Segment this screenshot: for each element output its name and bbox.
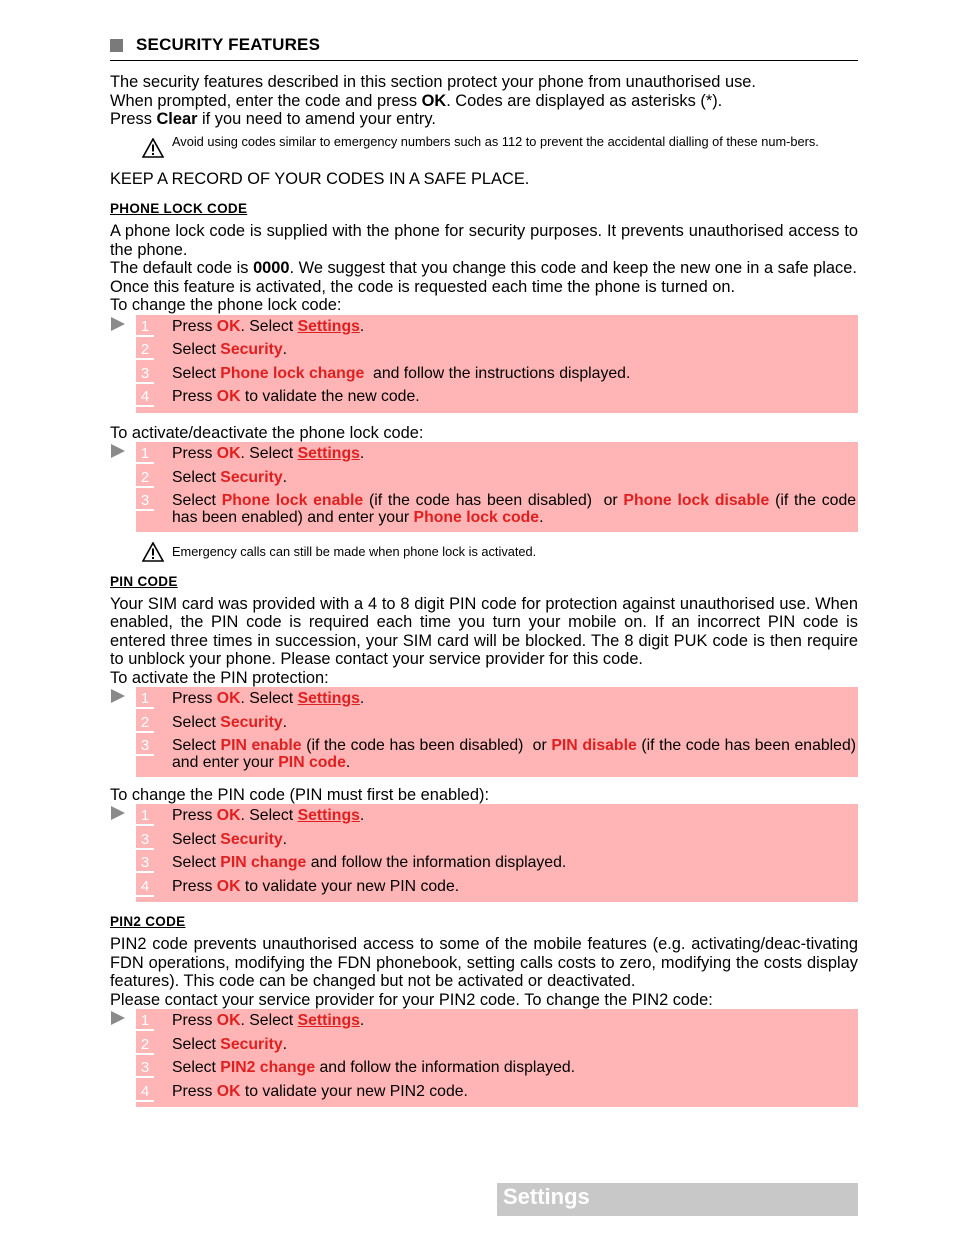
step-row bbox=[136, 1080, 858, 1104]
play-arrow-icon bbox=[110, 443, 126, 459]
step-text: Select Security. bbox=[172, 830, 288, 848]
phone-lock-p1: A phone lock code is supplied with the phone for security purposes. It prevents unauthorised access to the phone. bbox=[110, 222, 858, 259]
step-text: Press OK. Select Settings. bbox=[172, 1012, 365, 1029]
pin-change-intro: To change the PIN code (PIN must first be enabled): bbox=[110, 785, 490, 804]
phone-lock-p2: The default code is 0000. We suggest that you change this code and keep the new one in a safe place. bbox=[110, 259, 857, 277]
phone-lock-activate-intro: To activate/deactivate the phone lock code: bbox=[110, 423, 424, 442]
step-number: 2 bbox=[136, 715, 154, 733]
pin-title: PIN CODE bbox=[110, 573, 178, 589]
section-square-icon bbox=[110, 39, 123, 52]
pin-p1: Your SIM card was provided with a 4 to 8 digit PIN code for protection against unauthorised use. When enabled, the PIN code is required each time you turn your mobile on. If an incorrect PIN code is entered three times in succession, your SIM card will be blocked. The 8 digit PUK code is then require to unblock your phone. Please contact your service provider for this code. bbox=[110, 594, 858, 668]
section-title: SECURITY FEATURES bbox=[136, 35, 321, 54]
step-number: 2 bbox=[136, 342, 154, 360]
step-number: 2 bbox=[136, 470, 154, 488]
step-row bbox=[136, 687, 858, 711]
intro-line-3: Press Clear if you need to amend your entry. bbox=[110, 110, 436, 128]
step-number: 1 bbox=[136, 446, 154, 464]
keep-record-note: KEEP A RECORD OF YOUR CODES IN A SAFE PLACE. bbox=[110, 169, 530, 188]
intro-line-1: The security features described in this section protect your phone from unauthorised use. bbox=[110, 73, 756, 91]
step-number: 2 bbox=[136, 1037, 154, 1055]
step-text: Select PIN enable (if the code has been disabled) or PIN disable (if the code has been enabled) and enter your PIN code. bbox=[172, 737, 861, 771]
step-row bbox=[136, 338, 858, 362]
step-text: Select Phone lock change and follow the instructions displayed. bbox=[172, 364, 631, 382]
pin-change-steps bbox=[136, 804, 858, 902]
section-header bbox=[110, 34, 858, 61]
step-text: Select Phone lock enable (if the code has been disabled) or Phone lock disable (if the code has been enabled) and enter your Phone lock code. bbox=[172, 492, 861, 526]
step-number: 1 bbox=[136, 319, 154, 337]
step-text: Press OK to validate your new PIN2 code. bbox=[172, 1082, 468, 1100]
step-number: 4 bbox=[136, 389, 154, 407]
play-arrow-icon bbox=[110, 805, 126, 821]
pin-p2: To activate the PIN protection: bbox=[110, 668, 329, 687]
step-number: 1 bbox=[136, 691, 154, 709]
step-row bbox=[136, 851, 858, 875]
step-number: 1 bbox=[136, 808, 154, 826]
step-text: Press OK. Select Settings. bbox=[172, 445, 365, 462]
step-row bbox=[136, 1056, 858, 1080]
step-row bbox=[136, 711, 858, 735]
step-text: Select Security. bbox=[172, 713, 288, 731]
pin2-p2: Please contact your service provider for your PIN2 code. To change the PIN2 code: bbox=[110, 990, 713, 1009]
step-row bbox=[136, 315, 858, 339]
warning-triangle-icon bbox=[142, 138, 164, 158]
step-number: 1 bbox=[136, 1013, 154, 1031]
step-row bbox=[136, 734, 861, 773]
step-row bbox=[136, 489, 861, 528]
intro-line-2: When prompted, enter the code and press OK. Codes are displayed as asterisks (*). bbox=[110, 91, 723, 110]
step-text: Select PIN2 change and follow the information displayed. bbox=[172, 1059, 576, 1076]
play-arrow-icon bbox=[110, 688, 126, 704]
step-text: Select Security. bbox=[172, 341, 288, 358]
warning-note-codes bbox=[142, 134, 858, 158]
pin-activate-steps bbox=[136, 687, 861, 777]
step-text: Press OK. Select Settings. bbox=[172, 807, 365, 824]
step-row bbox=[136, 828, 858, 852]
play-arrow-icon bbox=[110, 1010, 126, 1026]
step-text: Press OK. Select Settings. bbox=[172, 690, 365, 707]
warning-note-emergency bbox=[142, 542, 858, 562]
step-number: 3 bbox=[136, 366, 154, 384]
play-arrow-icon bbox=[110, 316, 126, 332]
step-text: Select Security. bbox=[172, 1035, 288, 1053]
step-row bbox=[136, 804, 858, 828]
step-number: 4 bbox=[136, 1084, 154, 1102]
step-text: Press OK to validate the new code. bbox=[172, 388, 420, 405]
phone-lock-p4: To change the phone lock code: bbox=[110, 296, 342, 314]
step-text: Press OK. Select Settings. bbox=[172, 317, 365, 335]
footer-chapter-label: Settings bbox=[503, 1184, 590, 1209]
phone-lock-activate-steps bbox=[136, 442, 861, 532]
phone-lock-title: PHONE LOCK CODE bbox=[110, 201, 248, 216]
step-row bbox=[136, 1009, 858, 1033]
step-number: 3 bbox=[136, 855, 154, 873]
warning-text-emergency: Emergency calls can still be made when phone lock is activated. bbox=[172, 543, 537, 559]
warning-text-codes: Avoid using codes similar to emergency numbers such as 112 to prevent the accidental dialling of these num-bers. bbox=[172, 133, 819, 149]
step-number: 3 bbox=[136, 1060, 154, 1078]
warning-triangle-icon bbox=[142, 542, 164, 562]
step-row bbox=[136, 875, 858, 899]
step-text: Select PIN change and follow the information displayed. bbox=[172, 854, 567, 871]
step-text: Press OK to validate your new PIN code. bbox=[172, 877, 460, 895]
step-number: 3 bbox=[136, 738, 154, 756]
step-row bbox=[136, 1033, 858, 1057]
phone-lock-p3: Once this feature is activated, the code is requested each time the phone is turned on. bbox=[110, 277, 736, 296]
step-number: 3 bbox=[136, 493, 154, 511]
step-text: Select Security. bbox=[172, 468, 288, 486]
step-row bbox=[136, 385, 858, 409]
phone-lock-change-steps bbox=[136, 315, 858, 413]
step-row bbox=[136, 466, 858, 490]
step-number: 4 bbox=[136, 879, 154, 897]
step-row bbox=[136, 442, 858, 466]
pin2-title: PIN2 CODE bbox=[110, 914, 186, 929]
step-number: 3 bbox=[136, 832, 154, 850]
step-row bbox=[136, 362, 858, 386]
footer-bar bbox=[497, 1183, 858, 1216]
pin2-change-steps bbox=[136, 1009, 858, 1107]
manual-page bbox=[110, 34, 861, 1107]
pin2-p1: PIN2 code prevents unauthorised access to some of the mobile features (e.g. activating/deac-tivating FDN operations, modifying the FDN phonebook, setting calls costs to zero, modifying the costs display features). This code can be changed but not be activated or deactivated. bbox=[110, 935, 858, 990]
